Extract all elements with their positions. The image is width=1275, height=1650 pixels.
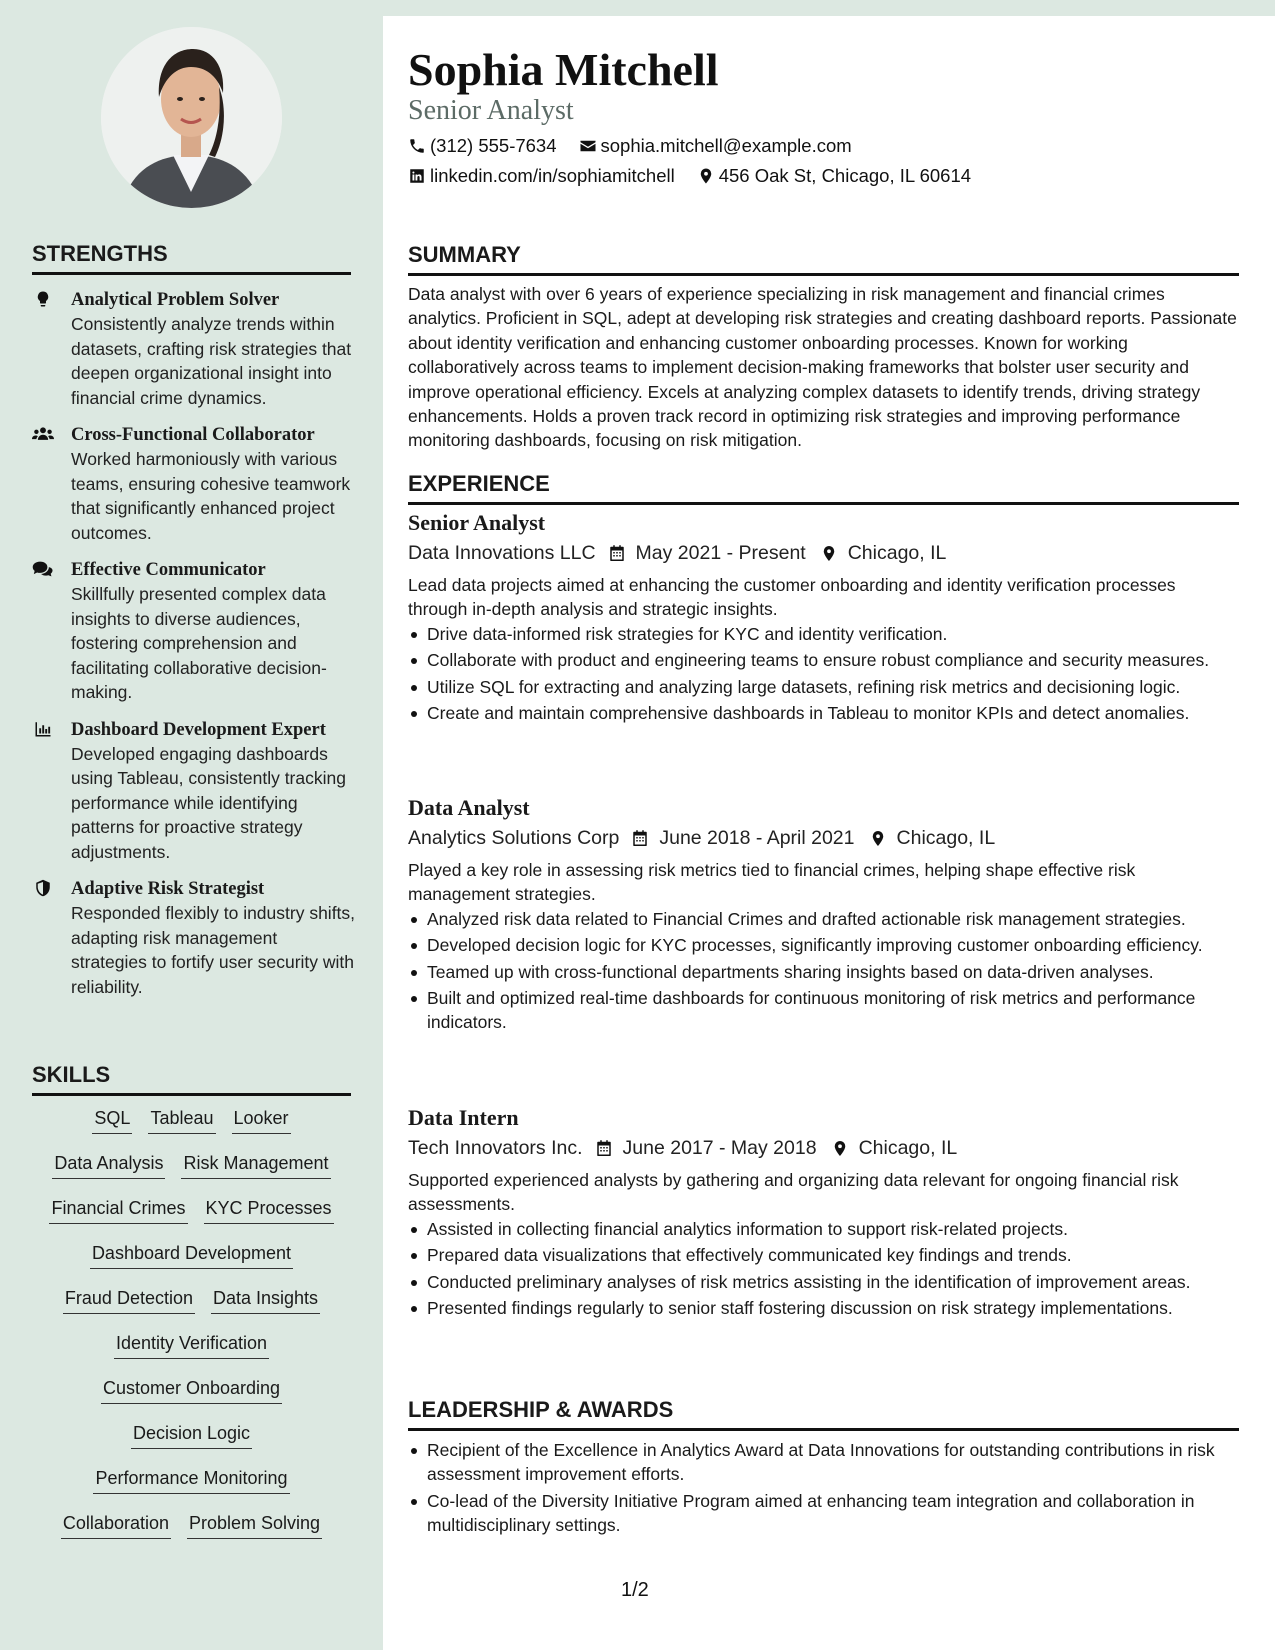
profile-photo	[101, 27, 282, 208]
bullet-item: Teamed up with cross-functional departments sharing insights based on data-driven analyses.	[408, 960, 1239, 984]
comments-icon	[32, 558, 71, 705]
calendar-icon	[595, 1139, 613, 1158]
skill-tag: Risk Management	[181, 1151, 330, 1179]
strength-title: Effective Communicator	[71, 560, 266, 580]
job-meta	[408, 539, 1239, 567]
skill-tag: Collaboration	[61, 1511, 171, 1539]
skill-tag: Performance Monitoring	[93, 1466, 289, 1494]
candidate-role: Senior Analyst	[408, 95, 574, 126]
strength-desc: Consistently analyze trends within datasets, crafting risk strategies that deepen organizational insight into financial crime dynamics.	[71, 314, 352, 408]
job-company: Data Innovations LLC	[408, 542, 596, 564]
skill-row	[32, 1286, 351, 1331]
strength-title: Cross-Functional Collaborator	[71, 425, 315, 445]
bullet-item: Collaborate with product and engineering teams to ensure robust compliance and security measures.	[408, 648, 1239, 672]
bullet-item: Utilize SQL for extracting and analyzing large datasets, refining risk metrics and decisioning logic.	[408, 675, 1239, 699]
strength-item	[32, 877, 357, 999]
job-dates: June 2017 - May 2018	[622, 1137, 817, 1159]
job-entry	[408, 794, 1239, 1037]
job-dates: June 2018 - April 2021	[659, 827, 855, 849]
candidate-name: Sophia Mitchell	[408, 44, 719, 95]
awards-list	[408, 1438, 1239, 1540]
skill-row	[32, 1331, 351, 1376]
skill-row	[32, 1196, 351, 1241]
skill-tag: Decision Logic	[131, 1421, 252, 1449]
strength-desc: Developed engaging dashboards using Tableau, consistently tracking performance while identifying patterns for proactive strategy adjustments.	[71, 743, 346, 862]
page-number: 1/2	[621, 1579, 649, 1601]
strengths-list	[32, 288, 357, 1012]
skill-row	[32, 1376, 351, 1421]
sidebar	[0, 0, 383, 1650]
location-icon	[831, 1139, 849, 1158]
job-location: Chicago, IL	[847, 542, 947, 564]
strength-item	[32, 288, 357, 410]
linkedin-icon	[408, 167, 426, 185]
address-text: 456 Oak St, Chicago, IL 60614	[718, 165, 972, 186]
location-icon	[869, 829, 887, 848]
strength-title: Adaptive Risk Strategist	[71, 879, 265, 899]
job-title: Data Analyst	[408, 795, 530, 820]
linkedin-contact[interactable]	[408, 164, 675, 188]
email-text[interactable]: sophia.mitchell@example.com	[600, 135, 852, 156]
bullet-item: Developed decision logic for KYC processes, significantly improving customer onboarding efficiency.	[408, 933, 1239, 957]
strength-item	[32, 558, 357, 705]
skill-row	[32, 1106, 351, 1151]
email-contact[interactable]	[579, 134, 852, 158]
skill-row	[32, 1241, 351, 1286]
calendar-icon	[608, 544, 626, 563]
skill-tag: Fraud Detection	[63, 1286, 195, 1314]
job-dates: May 2021 - Present	[635, 542, 806, 564]
job-location: Chicago, IL	[896, 827, 996, 849]
strength-title: Analytical Problem Solver	[71, 290, 280, 310]
awards-heading: LEADERSHIP & AWARDS	[408, 1397, 1239, 1431]
strength-desc: Worked harmoniously with various teams, ensuring cohesive teamwork that significantly enhanced project outcomes.	[71, 449, 351, 543]
job-location: Chicago, IL	[858, 1137, 958, 1159]
job-bullets	[408, 1217, 1239, 1321]
award-item: Recipient of the Excellence in Analytics Award at Data Innovations for outstanding contributions in risk assessment improvement efforts.	[408, 1438, 1239, 1487]
job-bullets	[408, 907, 1239, 1035]
users-icon	[32, 423, 71, 545]
job-bullets	[408, 622, 1239, 726]
calendar-icon	[631, 829, 649, 848]
strength-item	[32, 718, 357, 865]
bullet-item: Drive data-informed risk strategies for KYC and identity verification.	[408, 622, 1239, 646]
skills-list	[32, 1106, 351, 1556]
main-content	[383, 16, 1275, 1650]
strength-desc: Responded flexibly to industry shifts, adapting risk management strategies to fortify user security with reliability.	[71, 903, 356, 997]
address-contact	[697, 164, 971, 188]
contact-row-2	[408, 164, 993, 188]
strengths-heading: STRENGTHS	[32, 241, 351, 275]
chart-icon	[32, 718, 71, 865]
bullet-item: Built and optimized real-time dashboards for continuous monitoring of risk metrics and performance indicators.	[408, 986, 1239, 1035]
skill-tag: Financial Crimes	[49, 1196, 187, 1224]
location-icon	[697, 167, 715, 185]
strength-item	[32, 423, 357, 545]
skill-tag: Identity Verification	[114, 1331, 269, 1359]
job-meta	[408, 824, 1239, 852]
award-item: Co-lead of the Diversity Initiative Program aimed at enhancing team integration and collaboration in multidisciplinary settings.	[408, 1489, 1239, 1538]
skill-tag: Problem Solving	[187, 1511, 322, 1539]
job-entry	[408, 509, 1239, 727]
experience-heading: EXPERIENCE	[408, 471, 1239, 505]
skill-tag: Tableau	[148, 1106, 215, 1134]
phone-icon	[408, 137, 426, 155]
bullet-item: Create and maintain comprehensive dashboards in Tableau to monitor KPIs and detect anomalies.	[408, 701, 1239, 725]
bullet-item: Presented findings regularly to senior staff fostering discussion on risk strategy implementations.	[408, 1296, 1239, 1320]
skill-tag: Dashboard Development	[90, 1241, 293, 1269]
job-company: Tech Innovators Inc.	[408, 1137, 583, 1159]
summary-text: Data analyst with over 6 years of experience specializing in risk management and financial crimes analytics. Proficient in SQL, adept at developing risk strategies and creating dashboard reports. Passionate about identity verification and enhancing customer onboarding processes. Known for working collaboratively across teams to implement decision-making frameworks that bolster user security and improve operational efficiency. Excels at analyzing complex datasets to identify trends, driving strategy enhancements. Holds a proven track record in optimizing risk strategies and improving performance monitoring dashboards, focusing on risk mitigation.	[408, 284, 1237, 451]
strength-title: Dashboard Development Expert	[71, 719, 326, 740]
location-icon	[820, 544, 838, 563]
job-description: Played a key role in assessing risk metrics tied to financial crimes, helping shape effective risk management strategies.	[408, 860, 1136, 905]
contact-row	[408, 134, 874, 158]
job-description: Supported experienced analysts by gathering and organizing data relevant for ongoing financial risk assessments.	[408, 1170, 1179, 1215]
skills-heading: SKILLS	[32, 1062, 351, 1096]
skill-tag: Looker	[232, 1106, 291, 1134]
phone-text: (312) 555-7634	[430, 135, 557, 156]
bullet-item: Analyzed risk data related to Financial Crimes and drafted actionable risk management strategies.	[408, 907, 1239, 931]
skill-tag: KYC Processes	[204, 1196, 334, 1224]
job-description: Lead data projects aimed at enhancing the customer onboarding and identity verification processes through in-depth analysis and strategic insights.	[408, 575, 1176, 620]
job-title: Data Intern	[408, 1105, 519, 1130]
lightbulb-icon	[32, 288, 71, 410]
bullet-item: Prepared data visualizations that effectively communicated key findings and trends.	[408, 1243, 1239, 1267]
bullet-item: Conducted preliminary analyses of risk metrics assisting in the identification of improvement areas.	[408, 1270, 1239, 1294]
skill-tag: SQL	[92, 1106, 132, 1134]
job-company: Analytics Solutions Corp	[408, 827, 620, 849]
job-title: Senior Analyst	[408, 510, 546, 535]
linkedin-text[interactable]: linkedin.com/in/sophiamitchell	[430, 165, 675, 186]
bullet-item: Assisted in collecting financial analytics information to support risk-related projects.	[408, 1217, 1239, 1241]
job-meta	[408, 1134, 1239, 1162]
skill-row	[32, 1466, 351, 1511]
summary-heading: SUMMARY	[408, 242, 1239, 276]
skill-tag: Customer Onboarding	[101, 1376, 282, 1404]
phone-contact	[408, 134, 557, 158]
strength-desc: Skillfully presented complex data insights to diverse audiences, fostering comprehension and facilitating collaborative decision-making.	[71, 584, 327, 702]
avatar	[101, 27, 282, 208]
job-entry	[408, 1104, 1239, 1322]
skill-row	[32, 1151, 351, 1196]
skill-row	[32, 1421, 351, 1466]
skill-tag: Data Analysis	[52, 1151, 165, 1179]
skill-row	[32, 1511, 351, 1556]
email-icon	[579, 137, 597, 155]
shield-icon	[32, 877, 71, 999]
skill-tag: Data Insights	[211, 1286, 320, 1314]
